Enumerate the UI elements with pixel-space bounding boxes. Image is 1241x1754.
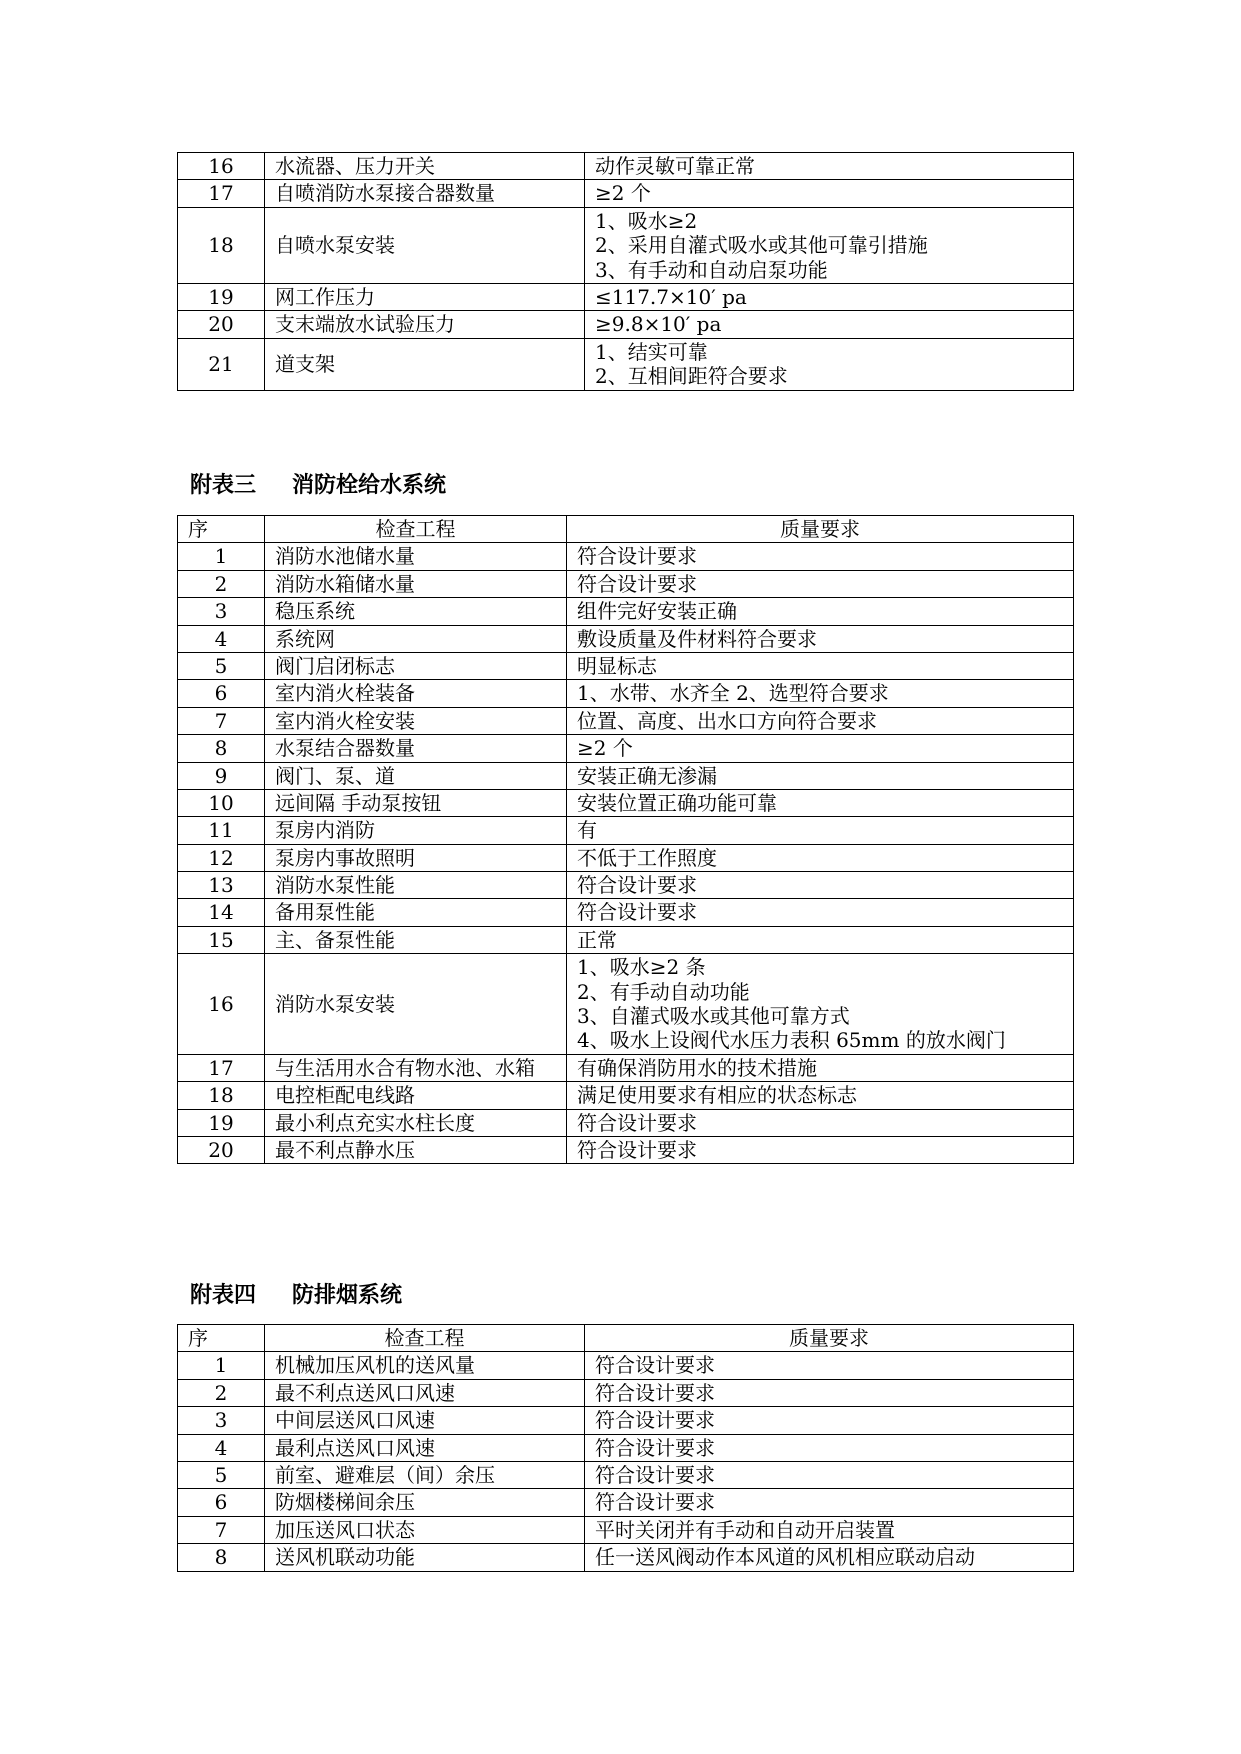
table-row	[178, 1352, 1074, 1379]
inspection-item: 泵房内事故照明	[265, 844, 567, 871]
row-number: 7	[178, 707, 265, 734]
row-number: 4	[178, 1434, 265, 1461]
quality-requirement	[567, 1109, 1074, 1136]
table-row	[178, 1407, 1074, 1434]
row-number: 21	[178, 338, 265, 390]
quality-requirement	[585, 180, 1074, 207]
requirement-line: 组件完好安装正确	[577, 599, 737, 624]
quality-requirement	[585, 207, 1074, 283]
table-row	[178, 283, 1074, 310]
row-number: 2	[178, 1379, 265, 1406]
inspection-item: 自喷水泵安装	[265, 207, 585, 283]
inspection-item: 消防水池储水量	[265, 543, 567, 570]
inspection-item: 阀门启闭标志	[265, 652, 567, 679]
table-header-row	[178, 1325, 1074, 1352]
requirement-line: 安装正确无渗漏	[577, 763, 717, 788]
quality-requirement	[567, 789, 1074, 816]
requirement-line: 符合设计要求	[595, 1462, 715, 1487]
inspection-item: 加压送风口状态	[265, 1516, 585, 1543]
inspection-item: 稳压系统	[265, 598, 567, 625]
inspection-item: 最小利点充实水柱长度	[265, 1109, 567, 1136]
requirement-line: ≥2 个	[577, 736, 633, 761]
quality-requirement	[567, 680, 1074, 707]
section-label: 附表三	[190, 473, 257, 498]
table-row	[178, 1136, 1074, 1163]
table-row	[178, 1516, 1074, 1543]
table-row	[178, 762, 1074, 789]
table-row	[178, 844, 1074, 871]
section-name: 消防栓给水系统	[292, 473, 447, 498]
table-row	[178, 207, 1074, 283]
table-row	[178, 1489, 1074, 1516]
requirement-line: 4、吸水上设阀代水压力表积 65mm 的放水阀门	[577, 1028, 1006, 1053]
header-requirement: 质量要求	[585, 1325, 1074, 1352]
table-row	[178, 598, 1074, 625]
row-number: 2	[178, 570, 265, 597]
quality-requirement	[567, 762, 1074, 789]
requirement-line: 安装位置正确功能可靠	[577, 790, 777, 815]
requirement-line: 符合设计要求	[595, 1435, 715, 1460]
table-row	[178, 707, 1074, 734]
row-number: 12	[178, 844, 265, 871]
row-number: 17	[178, 180, 265, 207]
header-item: 检查工程	[265, 1325, 585, 1352]
inspection-item: 水泵结合器数量	[265, 735, 567, 762]
requirement-line: 3、有手动和自动启泵功能	[595, 257, 828, 282]
requirement-line: 符合设计要求	[577, 1137, 697, 1162]
requirement-line: 3、自灌式吸水或其他可靠方式	[577, 1004, 850, 1029]
inspection-item: 防烟楼梯间余压	[265, 1489, 585, 1516]
quality-requirement	[567, 625, 1074, 652]
table-row	[178, 680, 1074, 707]
inspection-item: 系统网	[265, 625, 567, 652]
row-number: 20	[178, 1136, 265, 1163]
row-number: 13	[178, 872, 265, 899]
requirement-line: 明显标志	[577, 653, 657, 678]
row-number: 3	[178, 598, 265, 625]
table-row	[178, 872, 1074, 899]
inspection-item: 主、备泵性能	[265, 926, 567, 953]
requirement-line: 有	[577, 818, 597, 843]
requirement-line: ≥2 个	[595, 181, 651, 206]
inspection-item: 消防水泵性能	[265, 872, 567, 899]
inspection-item: 自喷消防水泵接合器数量	[265, 180, 585, 207]
inspection-item: 中间层送风口风速	[265, 1407, 585, 1434]
table-row	[178, 926, 1074, 953]
row-number: 8	[178, 1544, 265, 1571]
section-title-hydrant	[190, 468, 446, 499]
inspection-item: 最利点送风口风速	[265, 1434, 585, 1461]
row-number: 6	[178, 1489, 265, 1516]
table-body	[178, 1352, 1074, 1571]
quality-requirement	[585, 311, 1074, 338]
row-number: 1	[178, 543, 265, 570]
quality-requirement	[567, 707, 1074, 734]
requirement-line: 敷设质量及件材料符合要求	[577, 626, 817, 651]
row-number: 5	[178, 652, 265, 679]
quality-requirement	[567, 735, 1074, 762]
requirement-line: 符合设计要求	[577, 571, 697, 596]
inspection-item: 远间隔 手动泵按钮	[265, 789, 567, 816]
quality-requirement	[585, 153, 1074, 180]
quality-requirement	[567, 598, 1074, 625]
table-row	[178, 1461, 1074, 1488]
row-number: 11	[178, 817, 265, 844]
inspection-item: 最不利点静水压	[265, 1136, 567, 1163]
inspection-item: 机械加压风机的送风量	[265, 1352, 585, 1379]
quality-requirement	[567, 872, 1074, 899]
row-number: 20	[178, 311, 265, 338]
table-header-row	[178, 516, 1074, 543]
requirement-line: 1、吸水≥2	[595, 208, 698, 233]
row-number: 14	[178, 899, 265, 926]
requirement-line: 任一送风阀动作本风道的风机相应联动启动	[595, 1545, 975, 1570]
quality-requirement	[567, 1082, 1074, 1109]
quality-requirement	[567, 926, 1074, 953]
table-row	[178, 1379, 1074, 1406]
inspection-item: 水流器、压力开关	[265, 153, 585, 180]
section-name: 防排烟系统	[292, 1283, 403, 1308]
row-number: 1	[178, 1352, 265, 1379]
row-number: 16	[178, 153, 265, 180]
quality-requirement	[567, 817, 1074, 844]
row-number: 18	[178, 1082, 265, 1109]
table-row	[178, 789, 1074, 816]
hydrant-water-supply-table	[177, 515, 1074, 1164]
inspection-item: 与生活用水合有物水池、水箱	[265, 1054, 567, 1081]
quality-requirement	[585, 1352, 1074, 1379]
section-label: 附表四	[190, 1283, 257, 1308]
row-number: 17	[178, 1054, 265, 1081]
header-requirement: 质量要求	[567, 516, 1074, 543]
requirement-line: 动作灵敏可靠正常	[595, 154, 755, 178]
header-item: 检查工程	[265, 516, 567, 543]
inspection-item: 消防水泵安装	[265, 954, 567, 1055]
table-row	[178, 180, 1074, 207]
inspection-item: 前室、避难层（间）余压	[265, 1461, 585, 1488]
inspection-item: 阀门、泵、道	[265, 762, 567, 789]
inspection-item: 网工作压力	[265, 283, 585, 310]
table-row	[178, 735, 1074, 762]
table-row	[178, 1054, 1074, 1081]
requirement-line: 1、结实可靠	[595, 339, 708, 364]
quality-requirement	[567, 570, 1074, 597]
inspection-item: 室内消火栓安装	[265, 707, 567, 734]
inspection-item: 备用泵性能	[265, 899, 567, 926]
row-number: 18	[178, 207, 265, 283]
table-row	[178, 153, 1074, 180]
requirement-line: 满足使用要求有相应的状态标志	[577, 1083, 857, 1108]
requirement-line: 符合设计要求	[577, 1110, 697, 1135]
table-row	[178, 817, 1074, 844]
row-number: 19	[178, 283, 265, 310]
quality-requirement	[585, 1516, 1074, 1543]
header-no: 序	[178, 516, 265, 543]
quality-requirement	[585, 283, 1074, 310]
inspection-item: 电控柜配电线路	[265, 1082, 567, 1109]
row-number: 3	[178, 1407, 265, 1434]
inspection-item: 室内消火栓装备	[265, 680, 567, 707]
requirement-line: 符合设计要求	[595, 1490, 715, 1515]
table-row	[178, 899, 1074, 926]
table-row	[178, 1434, 1074, 1461]
inspection-item: 支末端放水试验压力	[265, 311, 585, 338]
row-number: 6	[178, 680, 265, 707]
quality-requirement	[567, 1136, 1074, 1163]
quality-requirement	[585, 1544, 1074, 1571]
quality-requirement	[585, 1489, 1074, 1516]
inspection-item: 道支架	[265, 338, 585, 390]
inspection-item: 消防水箱储水量	[265, 570, 567, 597]
table-row	[178, 954, 1074, 1055]
header-no: 序	[178, 1325, 265, 1352]
quality-requirement	[567, 954, 1074, 1055]
table-row	[178, 338, 1074, 390]
quality-requirement	[585, 1407, 1074, 1434]
requirement-line: 位置、高度、出水口方向符合要求	[577, 708, 877, 733]
requirement-line: 1、吸水≥2 条	[577, 955, 706, 980]
table-row	[178, 1544, 1074, 1571]
quality-requirement	[585, 338, 1074, 390]
requirement-line: 不低于工作照度	[577, 845, 717, 870]
quality-requirement	[585, 1434, 1074, 1461]
inspection-item: 最不利点送风口风速	[265, 1379, 585, 1406]
quality-requirement	[585, 1461, 1074, 1488]
section-title-smoke	[190, 1278, 402, 1309]
smoke-control-table	[177, 1324, 1074, 1572]
table-row	[178, 652, 1074, 679]
quality-requirement	[567, 844, 1074, 871]
row-number: 7	[178, 1516, 265, 1543]
row-number: 4	[178, 625, 265, 652]
table-row	[178, 1082, 1074, 1109]
quality-requirement	[585, 1379, 1074, 1406]
row-number: 10	[178, 789, 265, 816]
table-body	[178, 543, 1074, 1164]
quality-requirement	[567, 652, 1074, 679]
table-body	[178, 153, 1074, 391]
row-number: 15	[178, 926, 265, 953]
inspection-item: 送风机联动功能	[265, 1544, 585, 1571]
row-number: 9	[178, 762, 265, 789]
requirement-line: 2、有手动自动功能	[577, 979, 750, 1004]
quality-requirement	[567, 543, 1074, 570]
requirement-line: 2、互相间距符合要求	[595, 364, 788, 389]
row-number: 16	[178, 954, 265, 1055]
requirement-line: ≤117.7×10′ pa	[595, 284, 747, 309]
quality-requirement	[567, 1054, 1074, 1081]
quality-requirement	[567, 899, 1074, 926]
requirement-line: 符合设计要求	[577, 900, 697, 925]
table-row	[178, 625, 1074, 652]
requirement-line: 符合设计要求	[595, 1353, 715, 1378]
requirement-line: 符合设计要求	[577, 544, 697, 569]
requirement-line: 符合设计要求	[595, 1408, 715, 1433]
fire-system-table-continued	[177, 152, 1074, 391]
requirement-line: 有确保消防用水的技术措施	[577, 1055, 817, 1080]
requirement-line: 正常	[577, 927, 617, 952]
inspection-item: 泵房内消防	[265, 817, 567, 844]
row-number: 19	[178, 1109, 265, 1136]
requirement-line: 符合设计要求	[577, 873, 697, 898]
table-row	[178, 311, 1074, 338]
requirement-line: 符合设计要求	[595, 1380, 715, 1405]
requirement-line: 2、采用自灌式吸水或其他可靠引措施	[595, 233, 928, 258]
requirement-line: 平时关闭并有手动和自动开启装置	[595, 1517, 895, 1542]
requirement-line: ≥9.8×10′ pa	[595, 312, 722, 337]
requirement-line: 1、水带、水齐全 2、选型符合要求	[577, 681, 889, 706]
row-number: 8	[178, 735, 265, 762]
table-row	[178, 1109, 1074, 1136]
table-row	[178, 570, 1074, 597]
row-number: 5	[178, 1461, 265, 1488]
table-row	[178, 543, 1074, 570]
